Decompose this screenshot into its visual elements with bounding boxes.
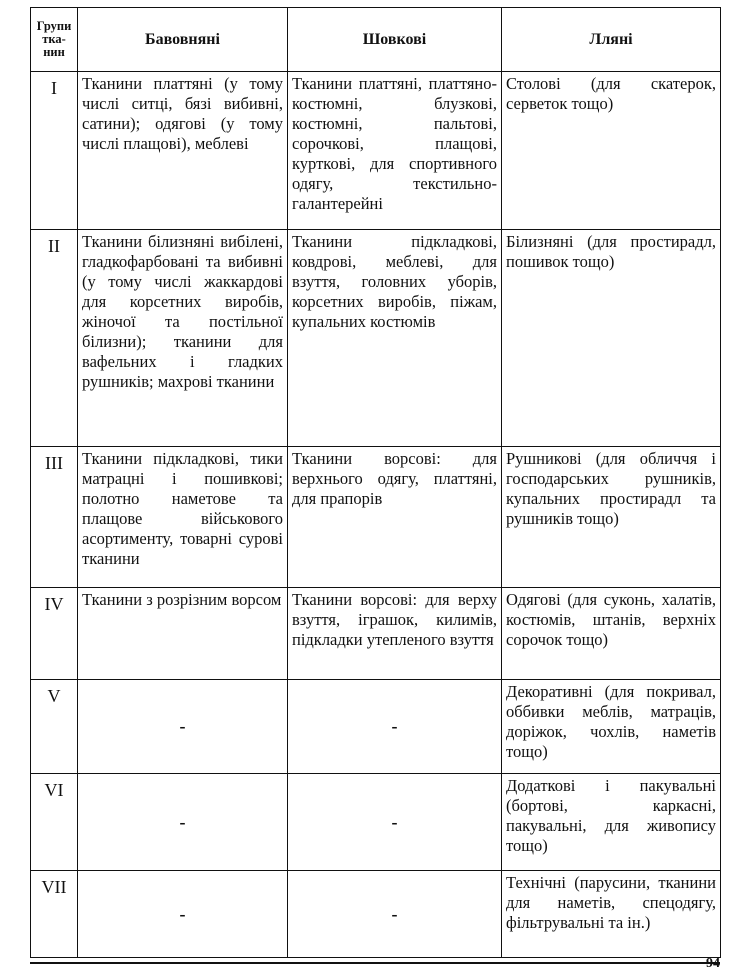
silk-cell: Тканини підкладкові, ковдрові, меблеві, для взуття, головних уборів, корсетних виробів, піжам, купальних костюмів [288,230,502,447]
silk-cell: Тканини ворсові: для верхнього одягу, платтяні, для прапорів [288,447,502,588]
group-number: II [31,230,78,447]
group-number: IV [31,588,78,680]
linen-cell: Білизняні (для простирадл, пошивок тощо) [502,230,721,447]
cotton-cell: Тканини підкладкові, тики матрацні і пошивкові; полотно наметове та плащове військового асортименту, товарні сурові тканини [78,447,288,588]
silk-cell-empty: - [288,774,502,871]
group-number: I [31,72,78,230]
linen-cell: Додаткові і пакувальні (бортові, каркасні, пакувальні, для живопису тощо) [502,774,721,871]
silk-cell-empty: - [288,680,502,774]
linen-cell: Декоративні (для покривал, оббивки меблів, матраців, доріжок, чохлів, наметів тощо) [502,680,721,774]
header-silk: Шовкові [288,8,502,72]
linen-cell: Технічні (парусини, тканини для наметів, спецодягу, фільтрувальні та ін.) [502,871,721,958]
group-number: III [31,447,78,588]
table-row [31,680,721,774]
silk-cell: Тканини ворсові: для верху взуття, іграшок, килимів, підкладки утепленого взуття [288,588,502,680]
cotton-cell: Тканини платтяні (у тому числі ситці, бязі вибивні, сатини); одягові (у тому числі плащові), меблеві [78,72,288,230]
header-cotton: Бавовняні [78,8,288,72]
table-row [31,447,721,588]
header-linen: Лляні [502,8,721,72]
table-row [31,871,721,958]
linen-cell: Рушникові (для обличчя і господарських рушників, купальних простирадл та рушників тощо) [502,447,721,588]
group-number: VI [31,774,78,871]
table-row [31,588,721,680]
cotton-cell: Тканини з розрізним ворсом [78,588,288,680]
group-number: V [31,680,78,774]
cotton-cell-empty: - [78,774,288,871]
cotton-cell-empty: - [78,871,288,958]
cotton-cell-empty: - [78,680,288,774]
page-number: 94 [706,956,720,971]
linen-cell: Столові (для скатерок, серветок тощо) [502,72,721,230]
linen-cell: Одягові (для суконь, халатів, костюмів, штанів, верхніх сорочок тощо) [502,588,721,680]
header-group: Групи тка-нин [31,8,78,72]
table-row [31,774,721,871]
group-number: VII [31,871,78,958]
silk-cell: Тканини платтяні, платтяно-костюмні, блузкові, костюмні, пальтові, сорочкові, плащові, курткові, для спортивного одягу, текстильно-галантерейні [288,72,502,230]
silk-cell-empty: - [288,871,502,958]
header-row [31,8,721,72]
table-row [31,72,721,230]
fabric-groups-table [30,7,721,958]
table-row [31,230,721,447]
cotton-cell: Тканини білизняні вибілені, гладкофарбовані та вибивні (у тому числі жаккардові для корсетних виробів, жіночої та постільної білизни); тканини для вафельних і гладких рушників; махрові тканини [78,230,288,447]
footer-divider [30,962,720,964]
